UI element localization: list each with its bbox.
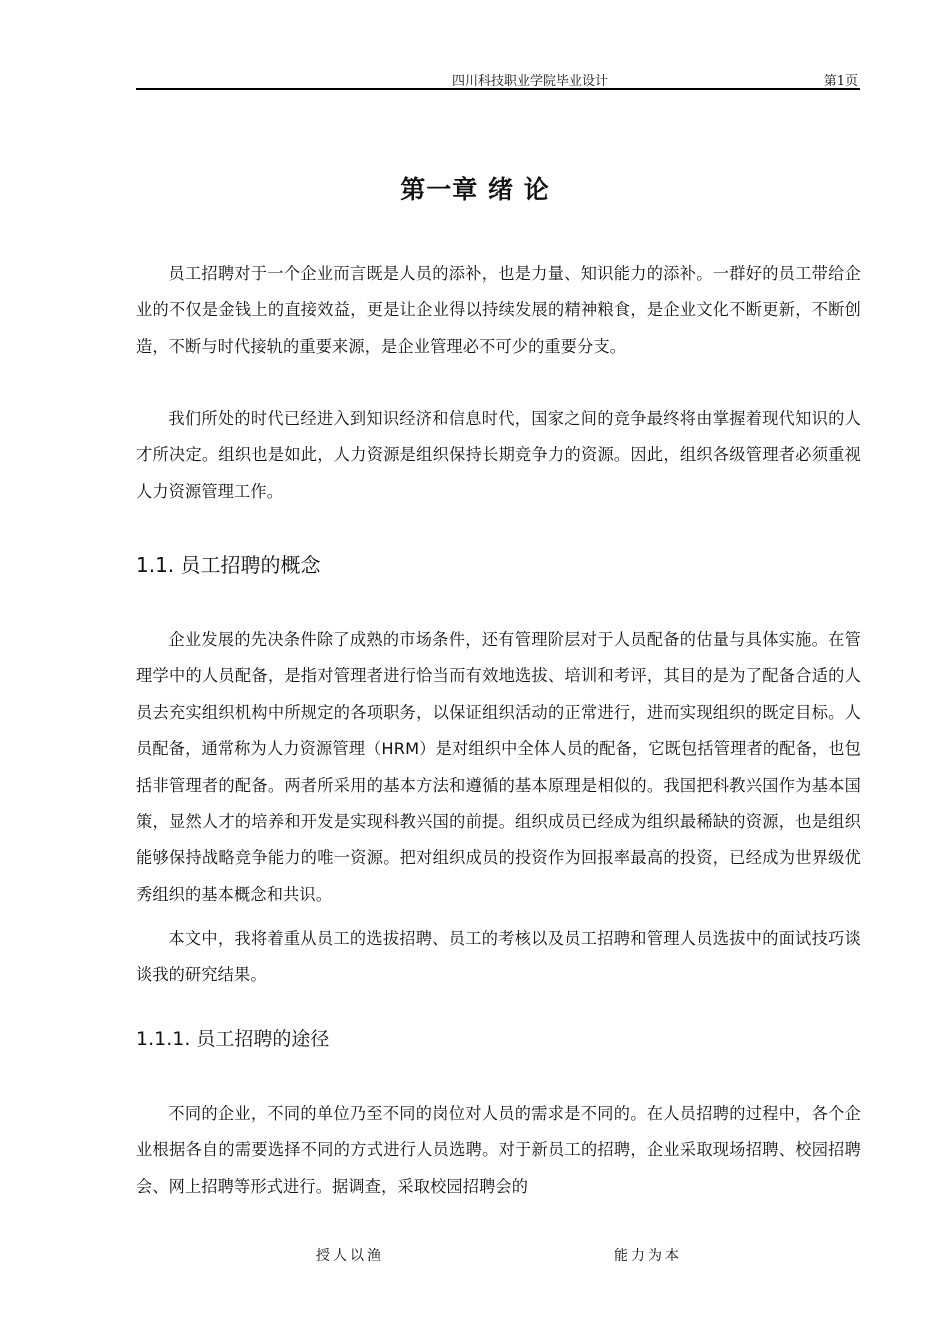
intro-paragraph-2: 我们所处的时代已经进入到知识经济和信息时代，国家之间的竞争最终将由掌握着现代知识的人才所决定。组织也是如此，人力资源是组织保持长期竞争力的资源。因此，组织各级管理者必须重视人力资源管理工作。 [136, 409, 861, 501]
section-1-1-paragraph-1: 企业发展的先决条件除了成熟的市场条件，还有管理阶层对于人员配备的估量与具体实施。在管理学中的人员配备，是指对管理者进行恰当而有效地选拔、培训和考评，其目的是为了配备合适的人员去充实组织机构中所规定的各项职务，以保证组织活动的正常进行，进而实现组织的既定目标。人员配备，通常称为人力资源管理（HRM）是对组织中全体人员的配备，它既包括管理者的配备，也包括非管理者的配备。两者所采用的基本方法和遵循的基本原理是相似的。我国把科教兴国作为基本国策，显然人才的培养和开发是实现科教兴国的前提。组织成员已经成为组织最稀缺的资源，也是组织能够保持战略竞争能力的唯一资源。把对组织成员的投资作为回报率最高的投资，已经成为世界级优秀组织的基本概念和共识。 [136, 630, 861, 904]
footer-motto-right: 能力为本 [614, 1248, 682, 1264]
section-1-1-paragraph-2: 本文中，我将着重从员工的选拔招聘、员工的考核以及员工招聘和管理人员选拔中的面试技巧谈谈我的研究结果。 [136, 929, 861, 985]
section-heading-1-1-1: 1.1.1. 员工招聘的途径 [136, 1028, 330, 1050]
page-header [136, 66, 860, 90]
header-school-name: 四川科技职业学院毕业设计 [452, 74, 609, 89]
header-page-number: 第1页 [823, 74, 858, 89]
section-heading-1-1: 1.1. 员工招聘的概念 [136, 553, 321, 577]
footer-motto-left: 授人以渔 [316, 1248, 384, 1264]
chapter-title: 第一章 绪 论 [400, 175, 550, 204]
intro-paragraph-1: 员工招聘对于一个企业而言既是人员的添补，也是力量、知识能力的添补。一群好的员工带给企业的不仅是金钱上的直接效益，更是让企业得以持续发展的精神粮食，是企业文化不断更新，不断创造，不断与时代接轨的重要来源，是企业管理必不可少的重要分支。 [136, 264, 861, 356]
section-1-1-1-paragraph-1: 不同的企业，不同的单位乃至不同的岗位对人员的需求是不同的。在人员招聘的过程中，各个企业根据各自的需要选择不同的方式进行人员选聘。对于新员工的招聘，企业采取现场招聘、校园招聘会、网上招聘等形式进行。据调查，采取校园招聘会的 [136, 1104, 861, 1196]
